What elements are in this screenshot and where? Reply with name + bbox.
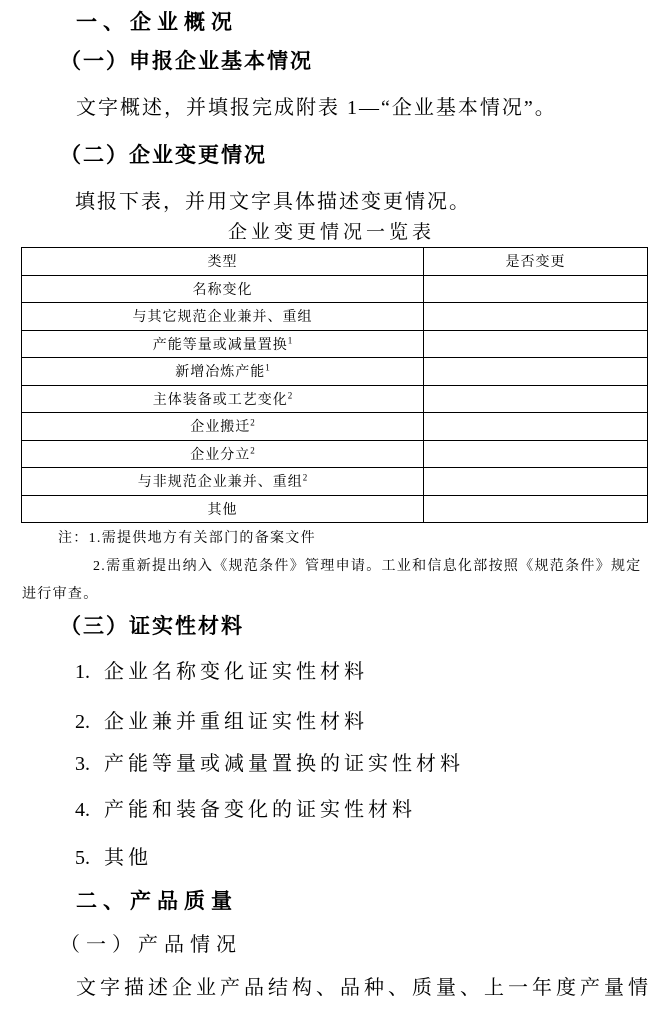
- table-row: [22, 358, 648, 386]
- list-item-text: 产能等量或减量置换的证实性材料: [104, 753, 464, 775]
- sub-heading-basic-info: （一）申报企业基本情况: [60, 49, 313, 73]
- sub-heading-change-status: （二）企业变更情况: [60, 143, 267, 167]
- table-cell-value: [424, 440, 648, 468]
- list-item-number: 5.: [75, 847, 90, 869]
- table-cell-type: 产能等量或减量置换$^1$: [22, 330, 424, 358]
- table-cell-value: [424, 303, 648, 331]
- section-heading-company-overview: 一、企业概况: [76, 10, 238, 34]
- sub-heading-supporting-materials: （三）证实性材料: [60, 614, 244, 638]
- paragraph-product-description: 文字描述企业产品结构、品种、质量、上一年度产量情: [76, 977, 652, 999]
- table-row: [22, 440, 648, 468]
- table-row: [22, 413, 648, 441]
- list-item-number: 3.: [75, 753, 90, 775]
- list-item-text: 企业名称变化证实性材料: [104, 661, 368, 683]
- table-cell-value: [424, 495, 648, 523]
- table-cell-type: 名称变化: [22, 275, 424, 303]
- list-item-text: 企业兼并重组证实性材料: [104, 711, 368, 733]
- change-status-table: [21, 247, 648, 523]
- table-row: [22, 330, 648, 358]
- list-item-number: 1.: [75, 661, 90, 683]
- table-row: [22, 303, 648, 331]
- table-cell-type: 其他: [22, 495, 424, 523]
- paragraph-change-status: 填报下表，并用文字具体描述变更情况。: [75, 191, 471, 213]
- table-cell-type: 主体装备或工艺变化$^2$: [22, 385, 424, 413]
- table-header-type: 类型: [22, 248, 424, 276]
- list-item-number: 4.: [75, 799, 90, 821]
- list-item-number: 2.: [75, 711, 90, 733]
- table-cell-type: 企业搬迁$^2$: [22, 413, 424, 441]
- footnote-2: 2.需重新提出纳入《规范条件》管理申请。工业和信息化部按照《规范条件》规定进行审查。: [22, 559, 642, 602]
- table-row: [22, 275, 648, 303]
- table-cell-value: [424, 413, 648, 441]
- table-cell-value: [424, 275, 648, 303]
- sub-heading-product-status: （一）产品情况: [60, 934, 242, 956]
- list-item: [75, 655, 368, 684]
- table-cell-value: [424, 468, 648, 496]
- list-item-text: 其他: [104, 847, 152, 869]
- table-cell-value: [424, 330, 648, 358]
- list-item: [75, 747, 464, 776]
- table-caption: 企业变更情况一览表: [227, 222, 435, 243]
- table-cell-type: 企业分立$^2$: [22, 440, 424, 468]
- table-cell-type: 新增冶炼产能$^1$: [22, 358, 424, 386]
- table-cell-value: [424, 385, 648, 413]
- list-item: [75, 841, 152, 870]
- paragraph-basic-info: 文字概述，并填报完成附表 1—“企业基本情况”。: [76, 97, 557, 119]
- table-cell-value: [424, 358, 648, 386]
- table-cell-type: 与其它规范企业兼并、重组: [22, 303, 424, 331]
- footnote-1: 注：1.需提供地方有关部门的备案文件: [58, 531, 316, 546]
- table-header-changed: 是否变更: [424, 248, 648, 276]
- table-cell-type: 与非规范企业兼并、重组$^2$: [22, 468, 424, 496]
- section-heading-product-quality: 二、产品质量: [76, 889, 238, 913]
- list-item: [75, 793, 416, 822]
- list-item-text: 产能和装备变化的证实性材料: [104, 799, 416, 821]
- table-header-row: [22, 248, 648, 276]
- table-row: [22, 495, 648, 523]
- table-row: [22, 468, 648, 496]
- list-item: [75, 705, 368, 734]
- table-row: [22, 385, 648, 413]
